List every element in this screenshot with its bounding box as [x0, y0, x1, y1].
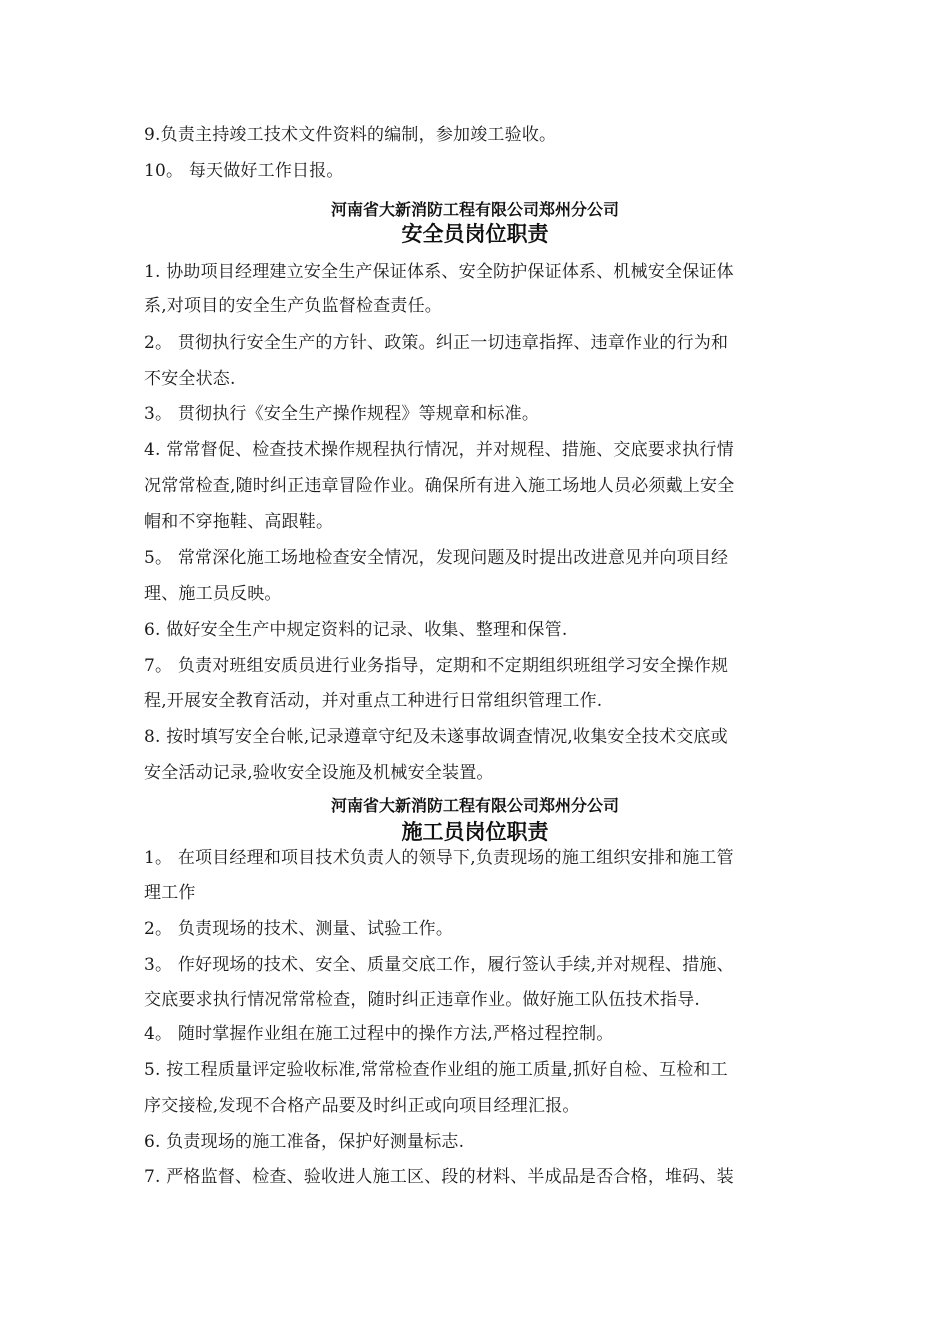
construction-line: 1。 在项目经理和项目技术负责人的领导下,负责现场的施工组织安排和施工管: [144, 848, 734, 868]
intro-line-9: 9.负责主持竣工技术文件资料的编制，参加竣工验收。: [144, 125, 557, 145]
construction-line: 2。 负责现场的技术、测量、试验工作。: [144, 919, 454, 939]
safety-section-title: 安全员岗位职责: [401, 222, 549, 246]
construction-line: 理工作: [144, 883, 196, 903]
safety-line: 4. 常常督促、检查技术操作规程执行情况，并对规程、措施、交底要求执行情: [144, 440, 734, 460]
safety-line: 5。 常常深化施工场地检查安全情况，发现问题及时提出改进意见并向项目经: [144, 548, 729, 568]
safety-line: 不安全状态.: [144, 369, 236, 389]
construction-line: 3。 作好现场的技术、安全、质量交底工作，履行签认手续,并对规程、措施、: [144, 955, 734, 975]
construction-line: 7. 严格监督、检查、验收进人施工区、段的材料、半成品是否合格，堆码、装: [144, 1167, 734, 1187]
construction-line: 6. 负责现场的施工准备，保护好测量标志.: [144, 1132, 465, 1152]
intro-line-10: 10。 每天做好工作日报。: [144, 161, 344, 181]
construction-line: 5. 按工程质量评定验收标准,常常检查作业组的施工质量,抓好自检、互检和工: [144, 1060, 728, 1080]
safety-line: 3。 贯彻执行《安全生产操作规程》等规章和标准。: [144, 404, 540, 424]
construction-company-name: 河南省大新消防工程有限公司郑州分公司: [330, 796, 619, 815]
safety-line: 1. 协助项目经理建立安全生产保证体系、安全防护保证体系、机械安全保证体: [144, 262, 734, 282]
safety-line: 帽和不穿拖鞋、高跟鞋。: [144, 512, 334, 532]
safety-line: 8. 按时填写安全台帐,记录遵章守纪及未遂事故调查情况,收集安全技术交底或: [144, 727, 728, 747]
safety-line: 2。 贯彻执行安全生产的方针、政策。纠正一切违章指挥、违章作业的行为和: [144, 333, 729, 353]
safety-line: 系,对项目的安全生产负监督检查责任。: [144, 296, 443, 316]
safety-line: 7。 负责对班组安质员进行业务指导，定期和不定期组织班组学习安全操作规: [144, 656, 729, 676]
construction-line: 序交接检,发现不合格产品要及时纠正或向项目经理汇报。: [144, 1096, 580, 1116]
safety-line: 程,开展安全教育活动，并对重点工种进行日常组织管理工作.: [144, 691, 603, 711]
construction-line: 4。 随时掌握作业组在施工过程中的操作方法,严格过程控制。: [144, 1024, 614, 1044]
safety-line: 安全活动记录,验收安全设施及机械安全装置。: [144, 763, 494, 783]
construction-line: 交底要求执行情况常常检查，随时纠正违章作业。做好施工队伍技术指导.: [144, 990, 701, 1010]
safety-line: 6. 做好安全生产中规定资料的记录、收集、整理和保管.: [144, 620, 568, 640]
construction-section-title: 施工员岗位职责: [401, 820, 549, 844]
safety-line: 况常常检查,随时纠正违章冒险作业。确保所有进入施工场地人员必须戴上安全: [144, 476, 735, 496]
safety-company-name: 河南省大新消防工程有限公司郑州分公司: [330, 200, 619, 219]
safety-line: 理、施工员反映。: [144, 584, 282, 604]
